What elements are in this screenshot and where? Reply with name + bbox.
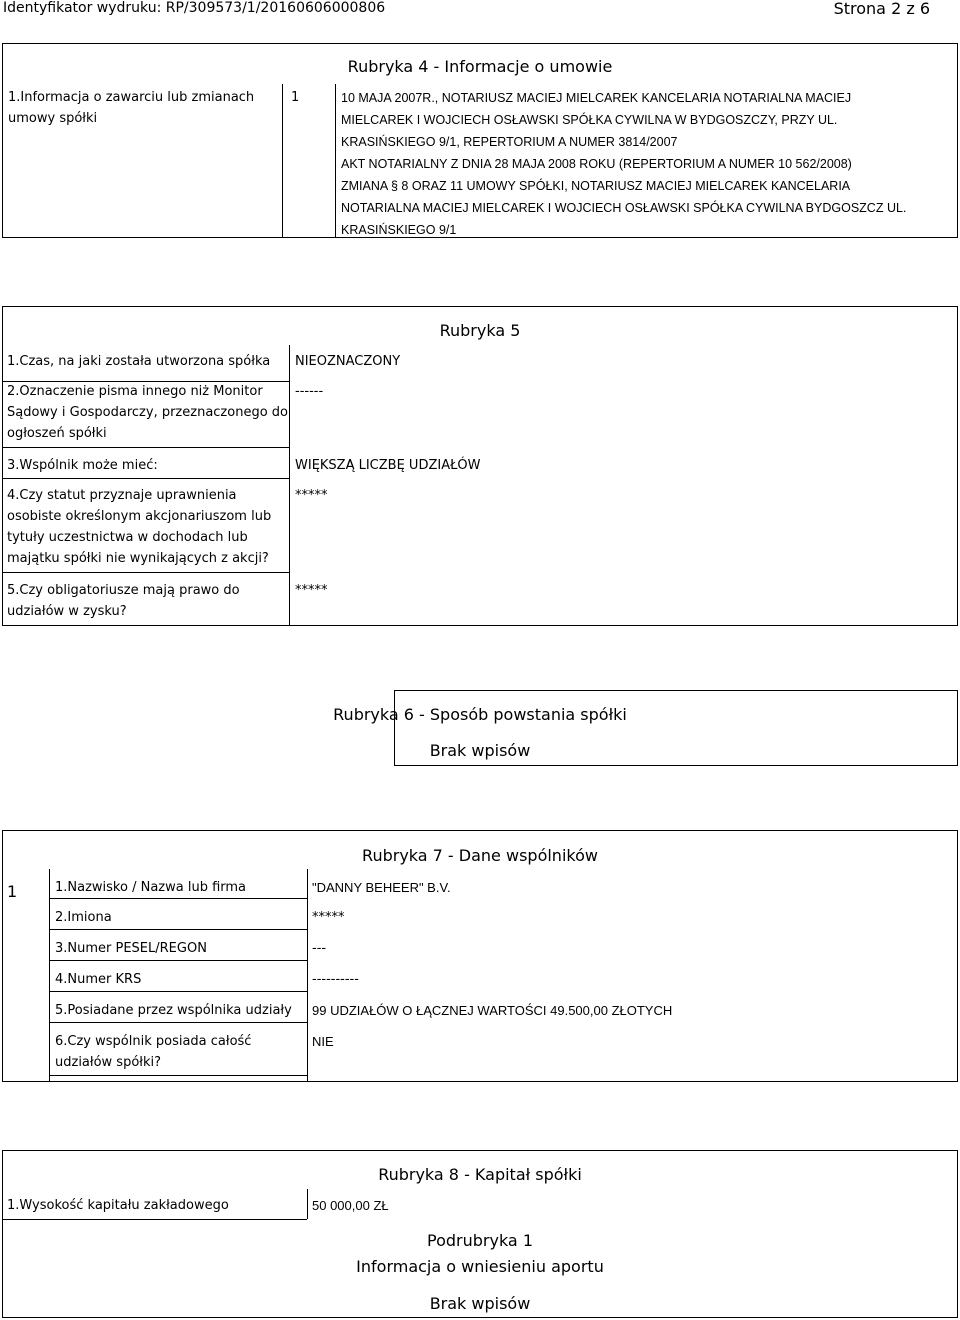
umowa-line: KRASIŃSKIEGO 9/1 <box>341 223 457 237</box>
umowa-line: KRASIŃSKIEGO 9/1, REPERTORIUM A NUMER 3814/2007 <box>341 135 678 149</box>
row-separator <box>49 1075 307 1076</box>
pismo-label <box>7 381 288 444</box>
pesel-label: 3.Numer PESEL/REGON <box>55 941 207 956</box>
kapital-label: 1.Wysokość kapitału zakładowego <box>7 1198 229 1213</box>
umowa-line: NOTARIALNA MACIEJ MIELCAREK I WOJCIECH OSŁAWSKI SPÓŁKA CYWILNA BYDGOSZCZ UL. <box>341 201 907 215</box>
pesel-value: --- <box>312 941 327 956</box>
rubryka-5-divider <box>289 345 290 625</box>
label-line: 4.Czy statut przyznaje uprawnienia <box>7 488 237 503</box>
imiona-label: 2.Imiona <box>55 910 112 925</box>
rubryka-6-title: Rubryka 6 - Sposób powstania spółki <box>333 705 627 724</box>
label-line: osobiste określonym akcjonariuszom lub <box>7 509 272 524</box>
row-separator <box>49 929 307 930</box>
row-separator <box>49 1022 307 1023</box>
rubryka-7-index-divider <box>49 869 50 1081</box>
rubryka-4-divider <box>282 84 283 237</box>
udzialy-value: 99 UDZIAŁÓW O ŁĄCZNEJ WARTOŚCI 49.500,00 ZŁOTYCH <box>312 1003 673 1018</box>
statut-label <box>7 485 271 569</box>
umowa-index: 1 <box>291 90 300 105</box>
czas-value: NIEOZNACZONY <box>295 354 401 369</box>
label-line: Sądowy i Gospodarczy, przeznaczonego do <box>7 405 288 420</box>
label-line: 5.Czy obligatoriusze mają prawo do <box>7 583 240 598</box>
obligatoriusze-value: ***** <box>295 583 328 598</box>
label-line: udziałów spółki? <box>55 1055 162 1070</box>
nazwa-label: 1.Nazwisko / Nazwa lub firma <box>55 880 247 895</box>
rubryka-5-section <box>2 306 958 626</box>
imiona-value: ***** <box>312 910 345 925</box>
czas-label: 1.Czas, na jaki została utworzona spółka <box>7 354 271 369</box>
udzialy-label: 5.Posiadane przez wspólnika udziały <box>55 1003 292 1018</box>
wspolnik-value: WIĘKSZĄ LICZBĘ UDZIAŁÓW <box>295 458 481 473</box>
rubryka-5-title: Rubryka 5 <box>439 321 521 340</box>
nazwa-value: "DANNY BEHEER" B.V. <box>312 880 451 895</box>
rubryka-4-index-divider <box>335 84 336 237</box>
row-separator <box>49 960 307 961</box>
kapital-value: 50 000,00 ZŁ <box>312 1198 389 1213</box>
label-line: 6.Czy wspólnik posiada całość <box>55 1034 252 1049</box>
rubryka-4-title: Rubryka 4 - Informacje o umowie <box>347 57 613 76</box>
wspolnik-label: 3.Wspólnik może mieć: <box>7 458 158 473</box>
krs-value: ---------- <box>312 972 359 987</box>
umowa-label <box>8 87 254 129</box>
umowa-value <box>341 87 906 241</box>
pismo-value: ------ <box>295 384 324 399</box>
umowa-line: MIELCAREK I WOJCIECH OSŁAWSKI SPÓŁKA CYWILNA W BYDGOSZCZY, PRZY UL. <box>341 113 838 127</box>
rubryka-7-divider <box>307 869 308 1081</box>
page-number: Strona 2 z 6 <box>833 0 930 18</box>
label-line: ogłoszeń spółki <box>7 426 107 441</box>
rubryka-8-divider <box>307 1189 308 1219</box>
row-separator <box>3 1219 307 1220</box>
rubryka-8-section <box>2 1150 958 1318</box>
rubryka-6-empty: Brak wpisów <box>429 741 531 760</box>
umowa-label-line: 1.Informacja o zawarciu lub zmianach <box>8 90 255 105</box>
label-line: udziałów w zysku? <box>7 604 127 619</box>
calosc-value: NIE <box>312 1034 334 1049</box>
rubryka-6-frame <box>333 690 958 766</box>
calosc-label <box>55 1031 251 1073</box>
podrubryka-subtitle: Informacja o wniesieniu aportu <box>356 1257 604 1276</box>
rubryka-7-section <box>2 830 958 1082</box>
row-separator <box>49 991 307 992</box>
rubryka-8-title: Rubryka 8 - Kapitał spółki <box>378 1165 582 1184</box>
row-separator <box>49 898 307 899</box>
label-line: 2.Oznaczenie pisma innego niż Monitor <box>7 384 263 399</box>
row-separator <box>3 447 289 448</box>
krs-label: 4.Numer KRS <box>55 972 142 987</box>
umowa-line: ZMIANA § 8 ORAZ 11 UMOWY SPÓŁKI, NOTARIUSZ MACIEJ MIELCAREK KANCELARIA <box>341 179 851 193</box>
wspolnik-index: 1 <box>7 882 18 901</box>
umowa-line: 10 MAJA 2007R., NOTARIUSZ MACIEJ MIELCAREK KANCELARIA NOTARIALNA MACIEJ <box>341 91 852 105</box>
rubryka-4-section <box>2 43 958 238</box>
umowa-label-line: umowy spółki <box>8 111 98 126</box>
statut-value: ***** <box>295 488 328 503</box>
print-identifier: Identyfikator wydruku: RP/309573/1/20160606000806 <box>3 0 386 16</box>
label-line: tytuły uczestnictwa w dochodach lub <box>7 530 248 545</box>
podrubryka-title: Podrubryka 1 <box>427 1231 533 1250</box>
label-line: majątku spółki nie wynikających z akcji? <box>7 551 269 566</box>
row-separator <box>3 572 289 573</box>
rubryka-7-title: Rubryka 7 - Dane wspólników <box>362 846 598 865</box>
obligatoriusze-label <box>7 580 240 622</box>
rubryka-8-empty: Brak wpisów <box>429 1294 531 1313</box>
row-separator <box>3 478 289 479</box>
umowa-line: AKT NOTARIALNY Z DNIA 28 MAJA 2008 ROKU (REPERTORIUM A NUMER 10 562/2008) <box>341 157 852 171</box>
